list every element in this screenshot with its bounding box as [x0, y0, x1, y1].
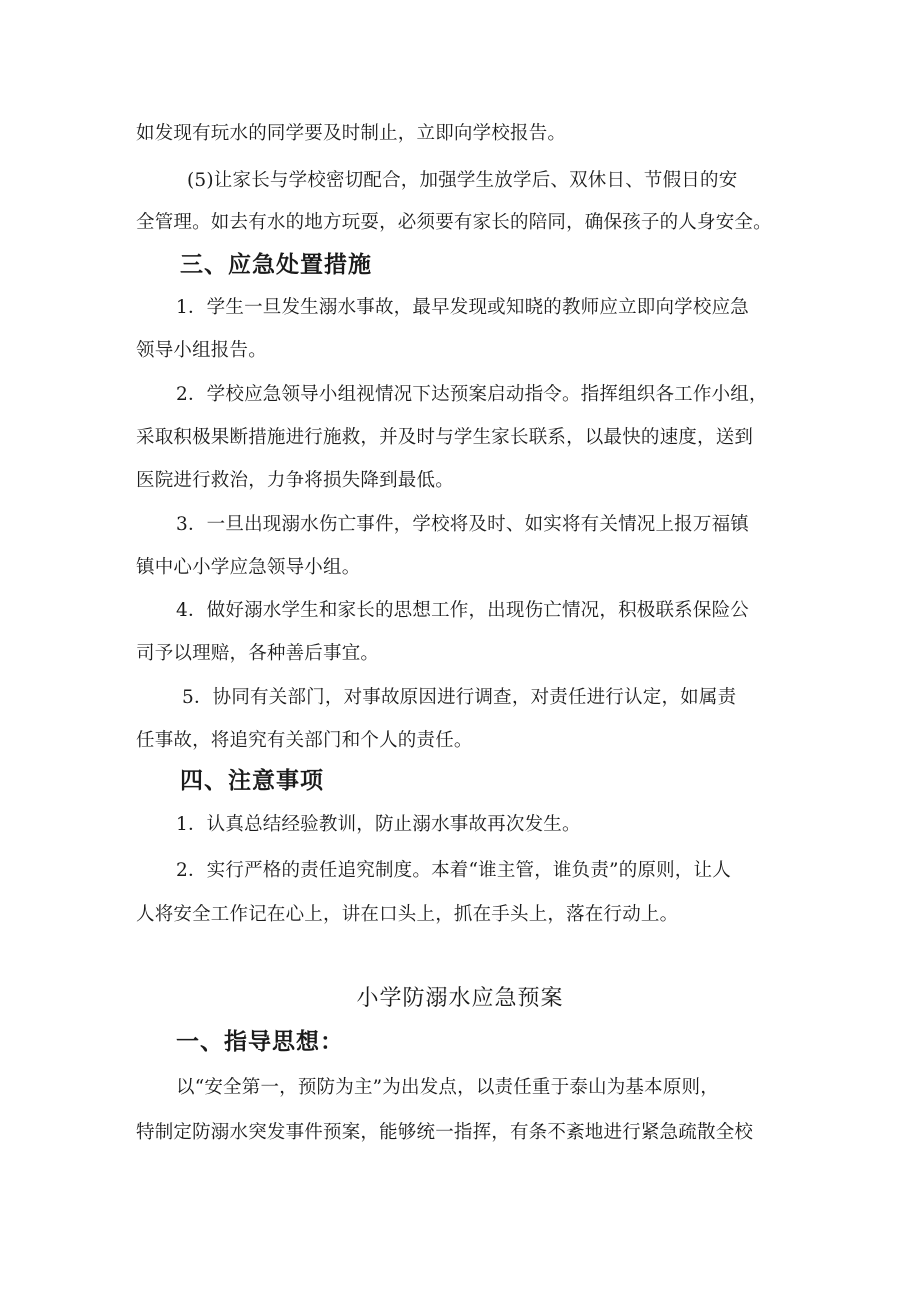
paragraph-line: 5．协同有关部门，对事故原因进行调查，对责任进行认定，如属责 — [182, 687, 737, 708]
paragraph-line: (5)让家长与学校密切配合，加强学生放学后、双休日、节假日的安 — [187, 170, 738, 191]
paragraph-line: 以“安全第一，预防为主”为出发点，以责任重于泰山为基本原则， — [176, 1077, 719, 1098]
document-title: 小学防溺水应急预案 — [356, 986, 564, 1011]
paragraph-line: 特制定防溺水突发事件预案，能够统一指挥，有条不紊地进行紧急疏散全校 — [136, 1122, 754, 1143]
paragraph-line: 2．实行严格的责任追究制度。本着“谁主管，谁负责”的原则，让人 — [176, 860, 731, 881]
paragraph-line: 镇中心小学应急领导小组。 — [136, 557, 361, 578]
paragraph-line: 司予以理赔，各种善后事宜。 — [136, 643, 380, 664]
section-heading-guiding-ideology: 一、指导思想： — [176, 1029, 344, 1055]
paragraph-line: 人将安全工作记在心上，讲在口头上，抓在手头上，落在行动上。 — [136, 904, 679, 925]
paragraph-line: 医院进行救治，力争将损失降到最低。 — [136, 470, 454, 491]
paragraph-line: 采取积极果断措施进行施救，并及时与学生家长联系，以最快的速度，送到 — [136, 427, 754, 448]
paragraph-line: 1．学生一旦发生溺水事故，最早发现或知晓的教师应立即向学校应急 — [176, 297, 749, 318]
section-heading-notes: 四、注意事项 — [180, 768, 324, 794]
paragraph-line: 如发现有玩水的同学要及时制止，立即向学校报告。 — [136, 123, 567, 144]
paragraph-line: 1．认真总结经验教训，防止溺水事故再次发生。 — [176, 814, 581, 835]
section-heading-emergency-measures: 三、应急处置措施 — [180, 252, 372, 278]
paragraph-line: 4．做好溺水学生和家长的思想工作，出现伤亡情况，积极联系保险公 — [176, 600, 749, 621]
paragraph-line: 3．一旦出现溺水伤亡事件，学校将及时、如实将有关情况上报万福镇 — [176, 514, 749, 535]
paragraph-line: 领导小组报告。 — [136, 340, 267, 361]
paragraph-line: 任事故，将追究有关部门和个人的责任。 — [136, 730, 473, 751]
paragraph-line: 全管理。如去有水的地方玩耍，必须要有家长的陪同，确保孩子的人身安全。 — [136, 212, 772, 233]
paragraph-line: 2．学校应急领导小组视情况下达预案启动指令。指挥组织各工作小组， — [176, 384, 768, 405]
